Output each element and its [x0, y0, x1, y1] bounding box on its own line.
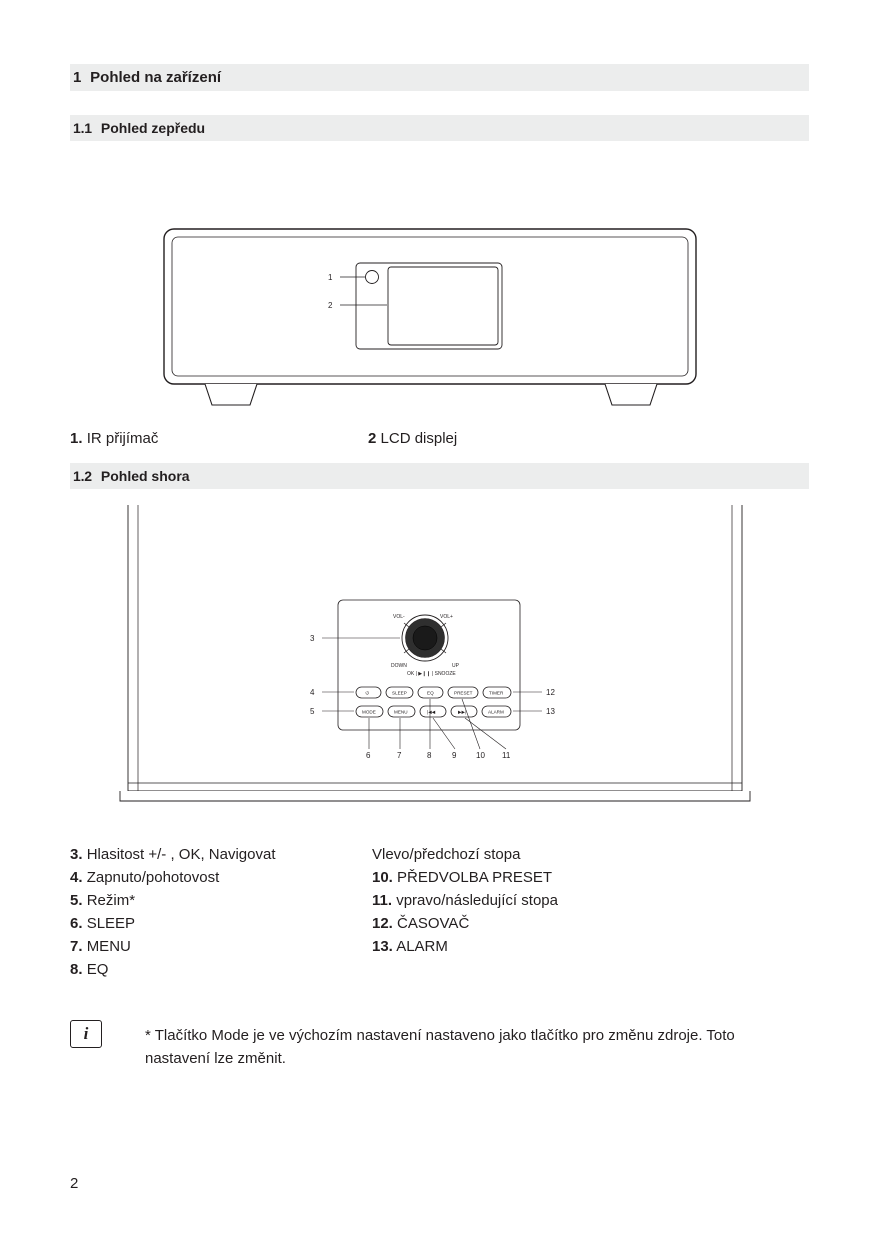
button-menu-label: MENU	[394, 709, 408, 715]
section-heading-1-2	[70, 463, 809, 489]
legend-item	[70, 843, 370, 866]
legend-label: Vlevo/předchozí stopa	[372, 846, 521, 863]
button-prev-label: |◀◀	[427, 709, 436, 715]
legend-left-column	[70, 843, 370, 981]
knob-label-up: UP	[452, 663, 459, 669]
legend-item	[372, 935, 702, 958]
knob-label-down: DOWN	[391, 663, 407, 669]
caption-lcd-display	[368, 430, 457, 447]
legend-label: EQ	[86, 961, 109, 978]
legend-label: PŘEDVOLBA PRESET	[397, 869, 553, 886]
button-mode-label: MODE	[362, 709, 376, 715]
legend-label: ALARM	[396, 938, 448, 955]
legend-item	[372, 843, 702, 866]
legend-number: 4.	[70, 869, 83, 886]
legend-item	[70, 889, 370, 912]
legend-item	[372, 912, 702, 935]
legend-label: SLEEP	[86, 915, 136, 932]
section-title: Pohled na zařízení	[90, 69, 222, 86]
callout-10: 10	[476, 751, 485, 760]
knob-label-center: OK | ▶❙❙ | SNOOZE	[407, 671, 456, 677]
legend-item	[372, 866, 702, 889]
figure-front-view	[150, 215, 710, 415]
callout-4: 4	[310, 688, 315, 697]
caption-number: 1.	[70, 430, 83, 447]
legend-label: Režim*	[86, 892, 136, 909]
callout-12: 12	[546, 688, 555, 697]
callout-8: 8	[427, 751, 432, 760]
legend-item	[70, 935, 370, 958]
button-sleep-label: SLEEP	[392, 690, 407, 696]
callout-2: 2	[328, 301, 333, 310]
callout-7: 7	[397, 751, 402, 760]
section-heading-1	[70, 64, 809, 91]
legend-label: MENU	[86, 938, 131, 955]
section-number: 1	[73, 69, 82, 86]
callout-1: 1	[328, 273, 333, 282]
legend-right-column	[372, 843, 702, 958]
caption-label: LCD displej	[380, 430, 458, 447]
legend-number: 7.	[70, 938, 83, 955]
info-icon: i	[70, 1020, 102, 1048]
page-number: 2	[70, 1175, 79, 1192]
knob-label-vol-up: VOL+	[440, 614, 453, 620]
legend-number: 6.	[70, 915, 83, 932]
legend-number: 13.	[372, 938, 393, 955]
legend-item	[70, 958, 370, 981]
legend-label: Zapnuto/pohotovost	[86, 869, 220, 886]
legend-number: 5.	[70, 892, 83, 909]
legend-number: 12.	[372, 915, 393, 932]
callout-3: 3	[310, 634, 315, 643]
callout-13: 13	[546, 707, 555, 716]
legend-number: 11.	[372, 892, 393, 909]
callout-5: 5	[310, 707, 315, 716]
note-text: * Tlačítko Mode je ve výchozím nastavení nastaveno jako tlačítko pro změnu zdroje. Toto nastavení lze změnit.	[145, 1027, 735, 1067]
legend-item	[372, 889, 702, 912]
caption-label: IR přijímač	[86, 430, 159, 447]
button-eq-label: EQ	[427, 690, 434, 696]
callout-6: 6	[366, 751, 371, 760]
knob-label-vol-down: VOL-	[393, 614, 405, 620]
legend-label: Hlasitost +/- , OK, Navigovat	[86, 846, 276, 863]
section-heading-1-1	[70, 115, 809, 141]
legend-number: 8.	[70, 961, 83, 978]
section-number: 1.1	[73, 120, 92, 136]
button-power-label: ⏻	[365, 690, 370, 696]
callout-11: 11	[502, 751, 511, 760]
section-title: Pohled zepředu	[100, 120, 206, 136]
figure-top-view	[110, 505, 760, 815]
legend-number: 10.	[372, 869, 393, 886]
button-next-label: ▶▶|	[458, 709, 467, 715]
button-preset-label: PRESET	[454, 690, 473, 696]
section-number: 1.2	[73, 468, 92, 484]
legend-item	[70, 866, 370, 889]
legend-item	[70, 912, 370, 935]
section-title: Pohled shora	[100, 468, 190, 484]
button-alarm-label: ALARM	[488, 709, 504, 715]
callout-9: 9	[452, 751, 457, 760]
legend-label: vpravo/následující stopa	[396, 892, 558, 909]
legend-label: ČASOVAČ	[397, 915, 470, 932]
button-timer-label: TIMER	[489, 690, 504, 696]
caption-number: 2	[368, 430, 377, 447]
caption-ir-receiver	[70, 430, 158, 447]
legend-number: 3.	[70, 846, 83, 863]
